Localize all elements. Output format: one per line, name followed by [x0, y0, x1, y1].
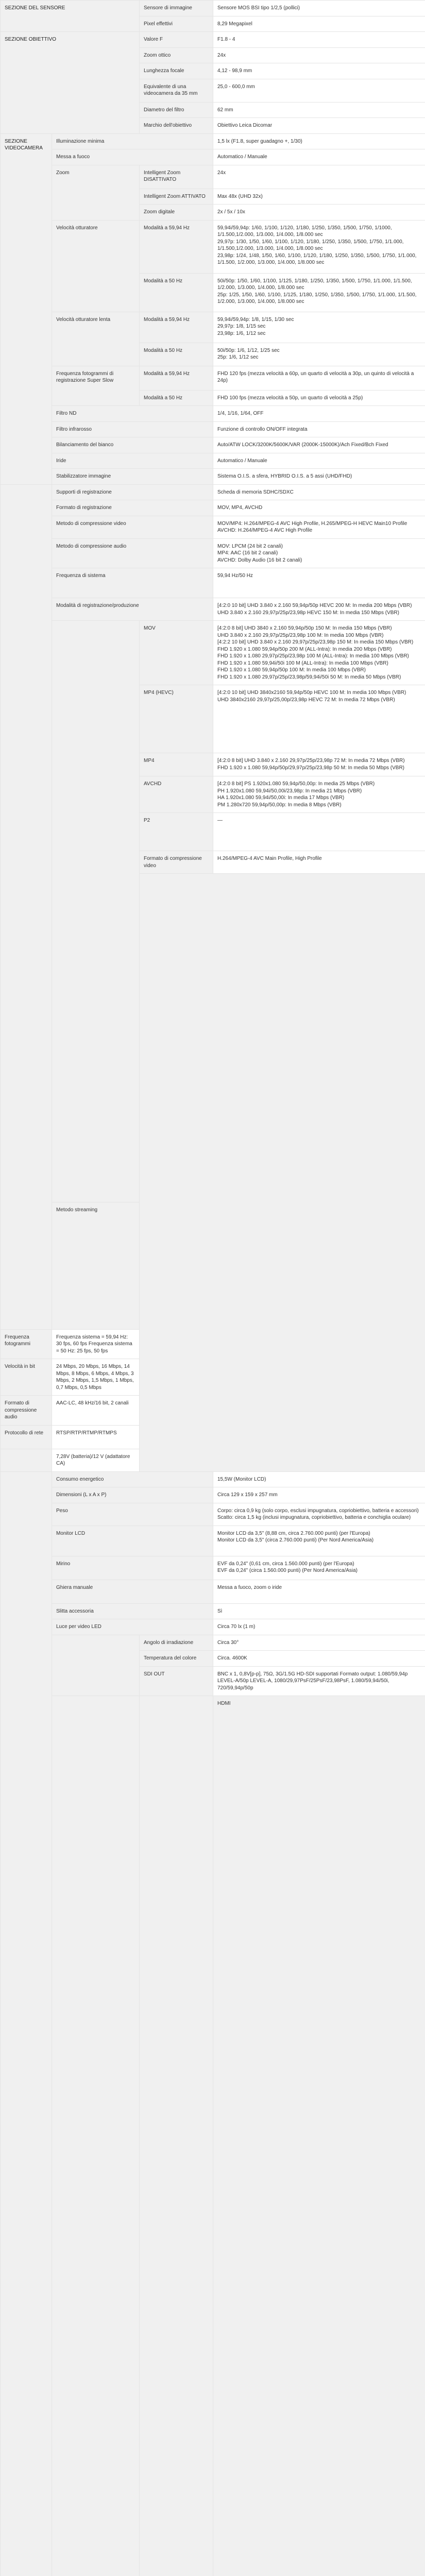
spec-value: 2x / 5x / 10x [213, 205, 425, 221]
spec-value: 50i/50p: 1/50, 1/60, 1/100, 1/125, 1/180, 1/250, 1/350, 1/500, 1/750, 1/1.000, 1/1.500, 1/2.000, 1/3.000, 1/4.000, 1/8.000 sec 25p: 1/25, 1/50, 1/60, 1/100, 1/125, 1/180, 1/250, 1/350, 1/500, 1/750, 1/1.000, 1/1.500, 1/2.000, 1/3.000, 1/4.000, 1/8.000 sec [213, 273, 425, 312]
spec-label: Modalità a 59,94 Hz [140, 220, 213, 273]
table-row [1, 32, 425, 48]
table-row [1, 469, 425, 485]
spec-value: Sì [213, 1603, 425, 1619]
table-row [1, 1, 425, 16]
spec-label: Frequenza fotogrammi [1, 1329, 52, 1359]
spec-label: Modalità a 59,94 Hz [140, 312, 213, 343]
table-row [1, 538, 425, 568]
spec-label: Valore F [140, 32, 213, 48]
spec-value: 59,94i/59,94p: 1/60, 1/100, 1/120, 1/180, 1/250, 1/350, 1/500, 1/750, 1/1000, 1/1.500,1/2.000, 1/3.000, 1/4.000, 1/8.000 sec 29,97p: 1/30, 1/50, 1/60, 1/100, 1/120, 1/180, 1/250, 1/350, 1/500, 1/750, 1/1.000, 1/1.500,1/2.000, 1/3.000, 1/4.000, 1/8.000 sec 23,98p: 1/24, 1/48, 1/50, 1/60, 1/100, 1/120, 1/180, 1/250, 1/350, 1/500, 1/750, 1/1.000, 1/1.500, 1/2.000, 1/3.000, 1/4.000, 1/8.000 sec [213, 220, 425, 273]
section-label: SEZIONE OBIETTIVO [1, 32, 140, 134]
section-label [1, 484, 52, 1329]
spec-label: Temperatura del colore [140, 1651, 213, 1667]
spec-label: Iride [52, 453, 213, 469]
table-row [1, 516, 425, 538]
spec-value: Corpo: circa 0,9 kg (solo corpo, esclusi impugnatura, copriobiettivo, batteria e accessori) Scatto: circa 1,5 kg (inclusi impugnatura, copriobiettivo, batteria e conchiglia oculare) [213, 1503, 425, 1526]
spec-label: Ghiera manuale [52, 1580, 213, 1603]
spec-value: BNC x 1, 0,8V[p-p], 75Ω, 3G/1.5G HD-SDI supportati Formato output: 1.080/59,94p LEVEL-A/50p LEVEL-A, 1080/29,97PsF/25PsF/23,98PsF, 1.080/59,94i/50i, 720/59,94p/50p [213, 1666, 425, 1696]
section-label [52, 1696, 140, 2576]
spec-label: Zoom ottico [140, 47, 213, 63]
spec-label: Modalità di registrazione/produzione [52, 598, 213, 621]
spec-label: Metodo di compressione audio [52, 538, 213, 568]
spec-label: Illuminazione minima [52, 133, 213, 149]
spec-label [1, 1449, 52, 1471]
spec-value: 15,5W (Monitor LCD) [213, 1471, 425, 1487]
table-row [1, 220, 425, 273]
table-row [1, 149, 425, 165]
spec-group-label [52, 1635, 140, 1696]
spec-label: Diametro del filtro [140, 102, 213, 118]
spec-label: Lunghezza focale [140, 63, 213, 79]
spec-label: HDMI [213, 1696, 425, 2576]
spec-label: Intelligent Zoom ATTIVATO [140, 189, 213, 205]
spec-value: Monitor LCD da 3,5" (8,88 cm, circa 2.760.000 punti) (per l'Europa) Monitor LCD da 3,5" (circa 2.760.000 punti) (Per Nord America/Asia) [213, 1526, 425, 1556]
spec-value: 4,12 - 98,9 mm [213, 63, 425, 79]
spec-value: 24x [213, 165, 425, 189]
spec-label: Intelligent Zoom DISATTIVATO [140, 165, 213, 189]
spec-group-label: Velocità otturatore lenta [52, 312, 140, 366]
spec-group-label [52, 621, 140, 1202]
table-row [1, 1635, 425, 1651]
section-label: SEZIONE VIDEOCAMERA [1, 133, 52, 484]
spec-label: Angolo di irradiazione [140, 1635, 213, 1651]
table-row [1, 453, 425, 469]
table-row [1, 1526, 425, 1556]
spec-value: Messa a fuoco, zoom o iride [213, 1580, 425, 1603]
table-row [1, 1503, 425, 1526]
table-row [1, 312, 425, 343]
spec-value: Circa 30° [213, 1635, 425, 1651]
spec-value: Circa 70 lx (1 m) [213, 1619, 425, 1635]
table-row [1, 500, 425, 516]
spec-label: Monitor LCD [52, 1526, 213, 1556]
spec-value: MOV, MP4, AVCHD [213, 500, 425, 516]
spec-label: Stabilizzatore immagine [52, 469, 213, 485]
spec-label: Dimensioni (L x A x P) [52, 1487, 213, 1503]
spec-value: [4:2:0 10 bit] UHD 3.840 x 2.160 59,94p/50p HEVC 200 M: In media 200 Mbps (VBR) UHD 3.840 x 2.160 29,97p/25p/23,98p HEVC 150 M: In media 150 Mbps (VBR) [213, 598, 425, 621]
spec-label: Sensore di immagine [140, 1, 213, 16]
spec-label: Formato di compressione audio [1, 1396, 52, 1426]
spec-label: Metodo di compressione video [52, 516, 213, 538]
table-row [1, 366, 425, 390]
spec-value: Auto/ATW LOCK/3200K/5600K/VAR (2000K-15000K)/Ach Fixed/Bch Fixed [213, 437, 425, 453]
spec-value: Max 48x (UHD 32x) [213, 189, 425, 205]
spec-label: MP4 (HEVC) [140, 685, 213, 753]
spec-label: Protocollo di rete [1, 1425, 52, 1449]
spec-label: SDI OUT [140, 1666, 213, 1696]
spec-value: — [213, 813, 425, 851]
spec-value: [4:2:0 8 bit] UHD 3840 x 2.160 59,94p/50p 150 M: In media 150 Mbps (VBR) UHD 3.840 x 2.160 29,97p/25p/23,98p 100 M: In media 100 Mbps (VBR) [4:2:2 10 bit] UHD 3.840 x 2.160 29,97p/25p/23,98p 150 M: In media 150 Mbps (VBR) FHD 1.920 x 1.080 59,94p/50p 200 M (ALL-Intra): In media 200 Mbps (VBR) FHD 1.920 x 1.080 29,97p/25p/23,98p 100 M (ALL-Intra): In media 100 Mbps (VBR) FHD 1.920 x 1.080 59,94i/50i 100 M (ALL-Intra): In media 100 Mbps (VBR) FHD 1.920 x 1.080 59,94p/50p 100 M: In media 100 Mbps (VBR) FHD 1.920 x 1.080 29,97p/25p/23,98p/59,94i/50i 50 M: In media 50 Mbps (VBR) [213, 621, 425, 685]
spec-label: Messa a fuoco [52, 149, 213, 165]
table-row [1, 437, 425, 453]
spec-value: MOV/MP4: H.264/MPEG-4 AVC High Profile, H.265/MPEG-H HEVC Main10 Profile AVCHD: H.264/MPEG-4 AVC High Profile [213, 516, 425, 538]
table-row [1, 421, 425, 437]
table-row [1, 568, 425, 598]
spec-label: Equivalente di una videocamera da 35 mm [140, 79, 213, 102]
spec-value: RTSP/RTP/RTMP/RTMPS [52, 1425, 140, 1449]
table-row [1, 1556, 425, 1580]
spec-value: 24x [213, 47, 425, 63]
spec-value: Scheda di memoria SDHC/SDXC [213, 484, 425, 500]
spec-label: AVCHD [140, 776, 213, 813]
spec-value: AAC-LC, 48 kHz/16 bit, 2 canali [52, 1396, 140, 1426]
section-label: SEZIONE DEL SENSORE [1, 1, 140, 32]
spec-value: Funzione di controllo ON/OFF integrata [213, 421, 425, 437]
spec-group-label: Velocità otturatore [52, 220, 140, 312]
spec-value: Sistema O.I.S. a sfera, HYBRID O.I.S. a 5 assi (UHD/FHD) [213, 469, 425, 485]
table-row [1, 1696, 425, 2576]
table-row [1, 406, 425, 422]
spec-value: 59,94i/59,94p: 1/8, 1/15, 1/30 sec 29,97p: 1/8, 1/15 sec 23,98p: 1/6, 1/12 sec [213, 312, 425, 343]
spec-label: Pixel effettivi [140, 16, 213, 32]
spec-label: Slitta accessoria [52, 1603, 213, 1619]
table-row [1, 1603, 425, 1619]
section-label [1, 1471, 52, 2576]
spec-value: Automatico / Manuale [213, 453, 425, 469]
table-row [1, 1487, 425, 1503]
spec-label: Consumo energetico [52, 1471, 213, 1487]
spec-value: 7,28V (batteria)/12 V (adattatore CA) [52, 1449, 140, 1471]
spec-label: Filtro infrarosso [52, 421, 213, 437]
spec-value: Automatico / Manuale [213, 149, 425, 165]
table-row [1, 165, 425, 189]
spec-label: Modalità a 50 Hz [140, 273, 213, 312]
table-row [1, 1471, 425, 1487]
spec-group-label [140, 1696, 213, 2576]
table-row [1, 133, 425, 149]
spec-label: Modalità a 50 Hz [140, 390, 213, 406]
spec-label: Mirino [52, 1556, 213, 1580]
spec-label: Modalità a 59,94 Hz [140, 366, 213, 390]
spec-group-label: Frequenza fotogrammi di registrazione Super Slow [52, 366, 140, 406]
spec-label: Marchio dell'obiettivo [140, 118, 213, 134]
spec-value: MOV: LPCM (24 bit 2 canali) MP4: AAC (16 bit 2 canali) AVCHD: Dolby Audio (16 bit 2 canali) [213, 538, 425, 568]
spec-value: 1,5 lx (F1.8, super guadagno +, 1/30) [213, 133, 425, 149]
spec-value: [4:2:0 8 bit] PS 1.920x1.080 59,94p/50,00p: In media 25 Mbps (VBR) PH 1.920x1.080 59,94i/50,00i/23,98p: In media 21 Mbps (VBR) HA 1.920x1.080 59,94i/50,00i: In media 17 Mbps (VBR) PM 1.280x720 59,94p/50,00p: In media 8 Mbps (VBR) [213, 776, 425, 813]
spec-label: MOV [140, 621, 213, 685]
spec-value: Frequenza sistema = 59,94 Hz: 30 fps, 60 fps Frequenza sistema = 50 Hz: 25 fps, 50 fps [52, 1329, 140, 1359]
spec-value: 59,94 Hz/50 Hz [213, 568, 425, 598]
section-label [140, 874, 425, 1472]
spec-value: Sensore MOS BSI tipo 1/2,5 (pollici) [213, 1, 425, 16]
spec-label: Supporti di registrazione [52, 484, 213, 500]
spec-value: 24 Mbps, 20 Mbps, 16 Mbps, 14 Mbps, 8 Mbps, 6 Mbps, 4 Mbps, 3 Mbps, 2 Mbps, 1,5 Mbps, 1 Mbps, 0,7 Mbps, 0,5 Mbps [52, 1359, 140, 1396]
spec-label: Peso [52, 1503, 213, 1526]
spec-value: FHD 100 fps (mezza velocità a 50p, un quarto di velocità a 25p) [213, 390, 425, 406]
spec-label: Formato di compressione video [140, 851, 213, 874]
spec-value: 25,0 - 600,0 mm [213, 79, 425, 102]
spec-value: 1/4, 1/16, 1/64, OFF [213, 406, 425, 422]
spec-value: 8,29 Megapixel [213, 16, 425, 32]
spec-value: EVF da 0,24" (0,61 cm, circa 1.560.000 punti) (per l'Europa) EVF da 0,24" (circa 1.560.000 punti) (Per Nord America/Asia) [213, 1556, 425, 1580]
spec-value: 62 mm [213, 102, 425, 118]
table-row [1, 1619, 425, 1635]
spec-value: H.264/MPEG-4 AVC Main Profile, High Profile [213, 851, 425, 874]
table-row [1, 1580, 425, 1603]
spec-label: MP4 [140, 753, 213, 776]
spec-value: [4:2:0 8 bit] UHD 3.840 x 2.160 29,97p/25p/23,98p 72 M: In media 72 Mbps (VBR) FHD 1.920 x 1.080 59,94p/50p/29,97p/25p/23,98p 50 M: In media 50 Mbps (VBR) [213, 753, 425, 776]
spec-label: Luce per video LED [52, 1619, 213, 1635]
spec-label: Zoom digitale [140, 205, 213, 221]
spec-label: Metodo streaming [52, 1202, 140, 1330]
spec-value: FHD 120 fps (mezza velocità a 60p, un quarto di velocità a 30p, un quinto di velocità a 24p) [213, 366, 425, 390]
spec-label: Filtro ND [52, 406, 213, 422]
table-row [1, 598, 425, 621]
spec-value: [4:2:0 10 bit] UHD 3840x2160 59,94p/50p HEVC 100 M: In media 100 Mbps (VBR) UHD 3840x2160 29,97p/25,00p/23,98p HEVC 72 M: In media 72 Mbps (VBR) [213, 685, 425, 753]
spec-value: F1.8 - 4 [213, 32, 425, 48]
table-row [1, 621, 425, 685]
spec-label: Frequenza di sistema [52, 568, 213, 598]
spec-label: Modalità a 50 Hz [140, 343, 213, 366]
table-row [1, 484, 425, 500]
spec-label: Bilanciamento del bianco [52, 437, 213, 453]
spec-group-label: Zoom [52, 165, 140, 220]
spec-value: Circa. 4600K [213, 1651, 425, 1667]
spec-value: Obiettivo Leica Dicomar [213, 118, 425, 134]
spec-label: P2 [140, 813, 213, 851]
spec-label: Velocità in bit [1, 1359, 52, 1396]
spec-label: Formato di registrazione [52, 500, 213, 516]
spec-value: 50i/50p: 1/6, 1/12, 1/25 sec 25p: 1/6, 1/12 sec [213, 343, 425, 366]
spec-value: Circa 129 x 159 x 257 mm [213, 1487, 425, 1503]
